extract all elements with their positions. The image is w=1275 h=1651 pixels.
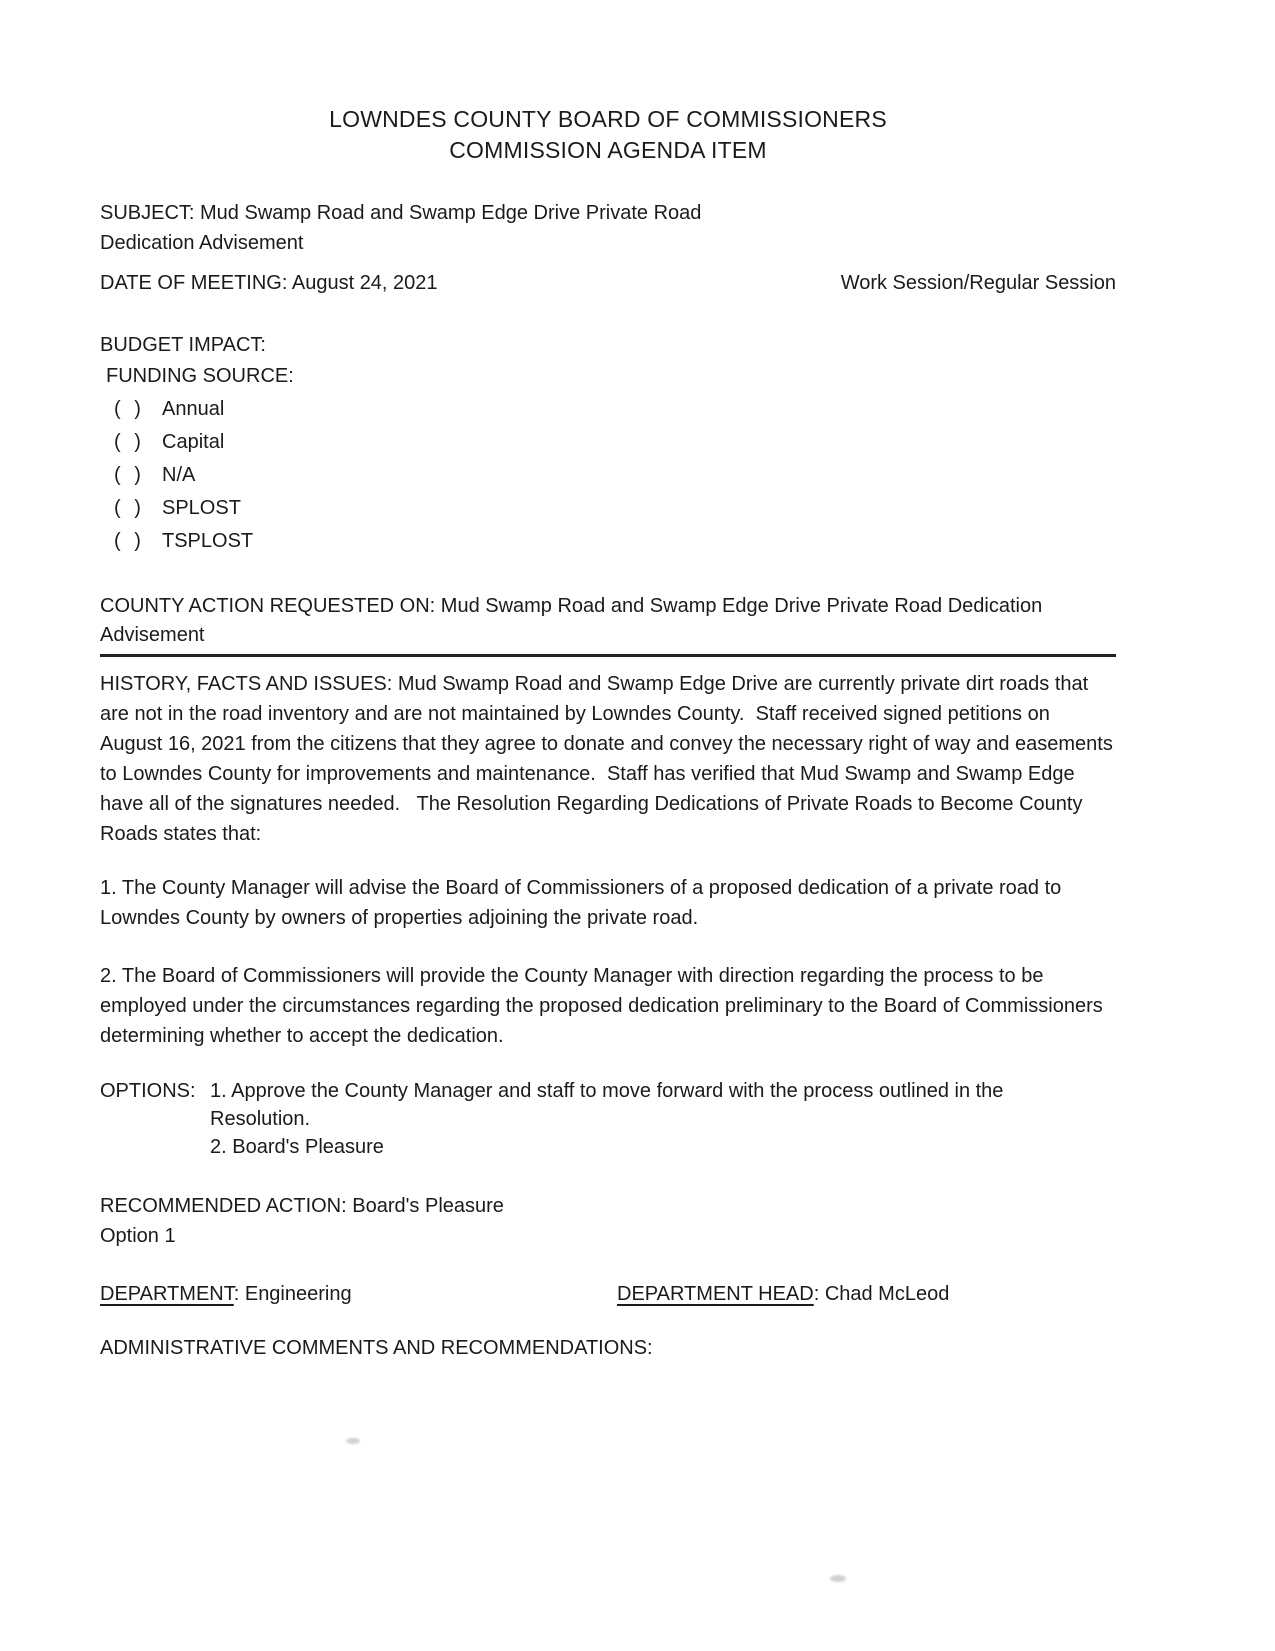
funding-option-tsplost — [100, 525, 1116, 558]
checkbox-glyph: ( ) — [114, 398, 141, 420]
option-item-2: 2. Board's Pleasure — [210, 1136, 384, 1158]
options-items — [210, 1077, 1070, 1161]
resolution-point-2: 2. The Board of Commissioners will provide the County Manager with direction regarding the process to be employed under the circumstances regarding the proposed dedication preliminary to the Board of Commissioners determining whether to accept the dedication. — [100, 965, 1109, 1047]
funding-option-label: Annual — [162, 398, 225, 420]
checkbox-glyph: ( ) — [114, 464, 141, 486]
admin-comments-label: ADMINISTRATIVE COMMENTS AND RECOMMENDATIONS: — [100, 1337, 653, 1359]
history-facts-paragraph: HISTORY, FACTS AND ISSUES: Mud Swamp Road and Swamp Edge Drive are currently private dirt roads that are not in the road inventory and are not maintained by Lowndes County. Staff received signed petitions on August 16, 2021 from the citizens that they agree to donate and convey the necessary right of way and easements to Lowndes County for improvements and maintenance. Staff has verified that Mud Swamp and Swamp Edge have all of the signatures needed. The Resolution Regarding Dedications of Private Roads to Become County Roads states that: — [100, 673, 1119, 845]
subject-paragraph: SUBJECT: Mud Swamp Road and Swamp Edge Drive Private Road Dedication Advisement — [100, 202, 707, 254]
date-of-meeting: DATE OF MEETING: August 24, 2021 — [100, 272, 438, 294]
department-cell — [100, 1279, 617, 1309]
funding-option-label: TSPLOST — [162, 530, 254, 552]
resolution-point-1: 1. The County Manager will advise the Board of Commissioners of a proposed dedication of a private road to Lowndes County by owners of properties adjoining the private road. — [100, 877, 1067, 929]
checkbox-glyph: ( ) — [114, 497, 141, 519]
funding-option-label: SPLOST — [162, 497, 241, 519]
scan-smudge — [346, 1438, 360, 1444]
funding-option-splost — [100, 492, 1116, 525]
department-head-value: : Chad McLeod — [813, 1283, 950, 1305]
department-value: : Engineering — [233, 1283, 352, 1305]
meeting-date-row — [100, 268, 1116, 298]
department-head-label: DEPARTMENT HEAD — [617, 1283, 814, 1305]
funding-option-annual — [100, 393, 1116, 426]
funding-option-label: N/A — [162, 464, 196, 486]
department-row — [100, 1279, 1116, 1309]
funding-source-label: FUNDING SOURCE: — [106, 365, 294, 387]
options-label: OPTIONS: — [100, 1080, 196, 1102]
doc-title-line2: COMMISSION AGENDA ITEM — [449, 137, 767, 163]
document-content — [100, 0, 1119, 1363]
checkbox-glyph: ( ) — [114, 431, 141, 453]
funding-option-na — [100, 459, 1116, 492]
department-head-cell — [617, 1279, 949, 1309]
funding-option-label: Capital — [162, 431, 225, 453]
scan-smudge — [830, 1575, 846, 1582]
checkbox-glyph: ( ) — [114, 530, 141, 552]
session-type: Work Session/Regular Session — [840, 272, 1116, 294]
funding-option-capital — [100, 426, 1116, 459]
county-action-paragraph: COUNTY ACTION REQUESTED ON: Mud Swamp Road and Swamp Edge Drive Private Road Dedication Advisement — [100, 592, 1116, 657]
recommended-action-line: RECOMMENDED ACTION: Board's Pleasure — [100, 1195, 504, 1217]
doc-title-line1: LOWNDES COUNTY BOARD OF COMMISSIONERS — [329, 106, 887, 132]
funding-options-list — [100, 393, 1116, 558]
budget-impact-label: BUDGET IMPACT: — [100, 334, 266, 356]
options-section — [100, 1077, 1116, 1161]
recommended-option-line: Option 1 — [100, 1225, 176, 1247]
department-label: DEPARTMENT — [100, 1283, 234, 1305]
option-item-1: 1. Approve the County Manager and staff to move forward with the process outlined in the Resolution. — [210, 1080, 1009, 1130]
document-header — [100, 104, 1116, 166]
